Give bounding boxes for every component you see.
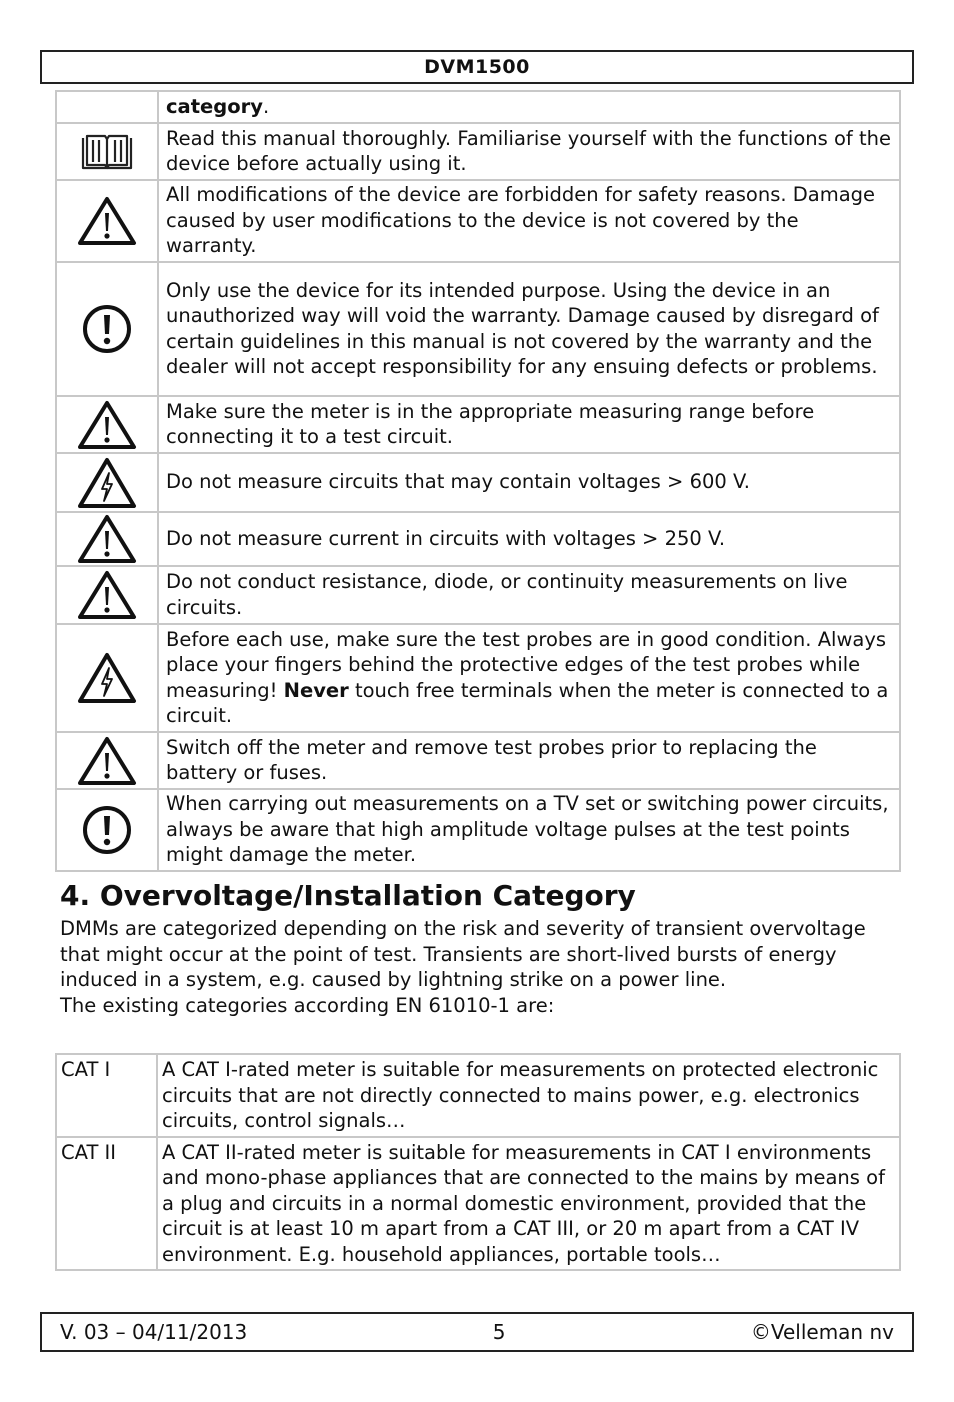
row-text: Only use the device for its intended purpose. Using the device in an unauthorized way will void the warranty. Damage caused by disregard of certain guidelines in this manual is not covered by the warranty and the dealer will not accept responsibility for any ensuing defects or problems. [158,262,900,396]
row-text: Do not measure circuits that may contain voltages > 600 V. [158,453,900,512]
table-row [56,91,900,123]
empty-icon-cell [56,91,158,123]
section-intro [60,916,900,1018]
row-text: Before each use, make sure the test probes are in good condition. Always place your fingers behind the protective edges of the test probes while measuring! [166,627,887,702]
warning-triangle-icon [77,196,137,246]
warning-triangle-icon [77,400,137,450]
row-text: Read this manual thoroughly. Familiarise yourself with the functions of the device before actually using it. [158,123,900,180]
high-voltage-triangle-icon [77,457,137,509]
table-row [56,1054,900,1137]
table-row [56,180,900,262]
footer-version: V. 03 – 04/11/2013 [60,1320,248,1344]
row-text: All modifications of the device are forbidden for safety reasons. Damage caused by user modifications to the device is not covered by the warranty. [158,180,900,262]
table-row [56,566,900,624]
safety-symbols-table [55,90,901,872]
row-text: Make sure the meter is in the appropriate measuring range before connecting it to a test circuit. [158,396,900,453]
exclamation-circle-icon [81,303,133,355]
table-row [56,1137,900,1271]
book-icon [79,132,135,172]
category-label: CAT II [56,1137,157,1271]
intro-paragraph: DMMs are categorized depending on the risk and severity of transient overvoltage that might occur at the point of test. Transients are short-lived bursts of energy induced in a system, e.g. caused by lightning strike on a power line. [60,917,866,991]
row-text: When carrying out measurements on a TV set or switching power circuits, always be aware that high amplitude voltage pulses at the test points might damage the meter. [158,789,900,871]
exclamation-circle-icon [81,804,133,856]
row-text: Do not conduct resistance, diode, or continuity measurements on live circuits. [158,566,900,624]
footer-copyright: ©Velleman nv [750,1320,894,1344]
table-row [56,732,900,789]
warning-triangle-icon [77,514,137,564]
document-title: DVM1500 [424,56,530,78]
row-text: . [262,94,270,118]
category-bold-text: category [166,94,263,118]
category-description: A CAT I-rated meter is suitable for measurements on protected electronic circuits that are not directly connected to mains power, e.g. electronics circuits, control signals… [157,1054,900,1137]
warning-triangle-icon [77,570,137,620]
page-footer [40,1312,914,1352]
never-bold-text: Never [283,678,349,702]
section-heading: 4. Overvoltage/Installation Category [60,879,636,912]
warning-triangle-icon [77,736,137,786]
table-row [56,262,900,396]
row-text: touch free terminals when the meter is connected to a circuit. [166,678,889,727]
row-text: Switch off the meter and remove test probes prior to replacing the battery or fuses. [158,732,900,789]
table-row [56,512,900,566]
table-row [56,624,900,732]
page-header [40,50,914,84]
table-row [56,453,900,512]
footer-page-number: 5 [492,1320,506,1344]
row-text: Do not measure current in circuits with voltages > 250 V. [158,512,900,566]
category-label: CAT I [56,1054,157,1137]
table-row [56,789,900,871]
table-row [56,396,900,453]
category-description: A CAT II-rated meter is suitable for measurements in CAT I environments and mono-phase appliances that are connected to the mains by means of a plug and circuits in a normal domestic environment, provided that the circuit is at least 10 m apart from a CAT III, or 20 m apart from a CAT IV environment. E.g. household appliances, portable tools… [157,1137,900,1271]
intro-paragraph: The existing categories according EN 61010-1 are: [60,993,555,1017]
high-voltage-triangle-icon [77,652,137,704]
categories-table [55,1053,901,1271]
table-row [56,123,900,180]
